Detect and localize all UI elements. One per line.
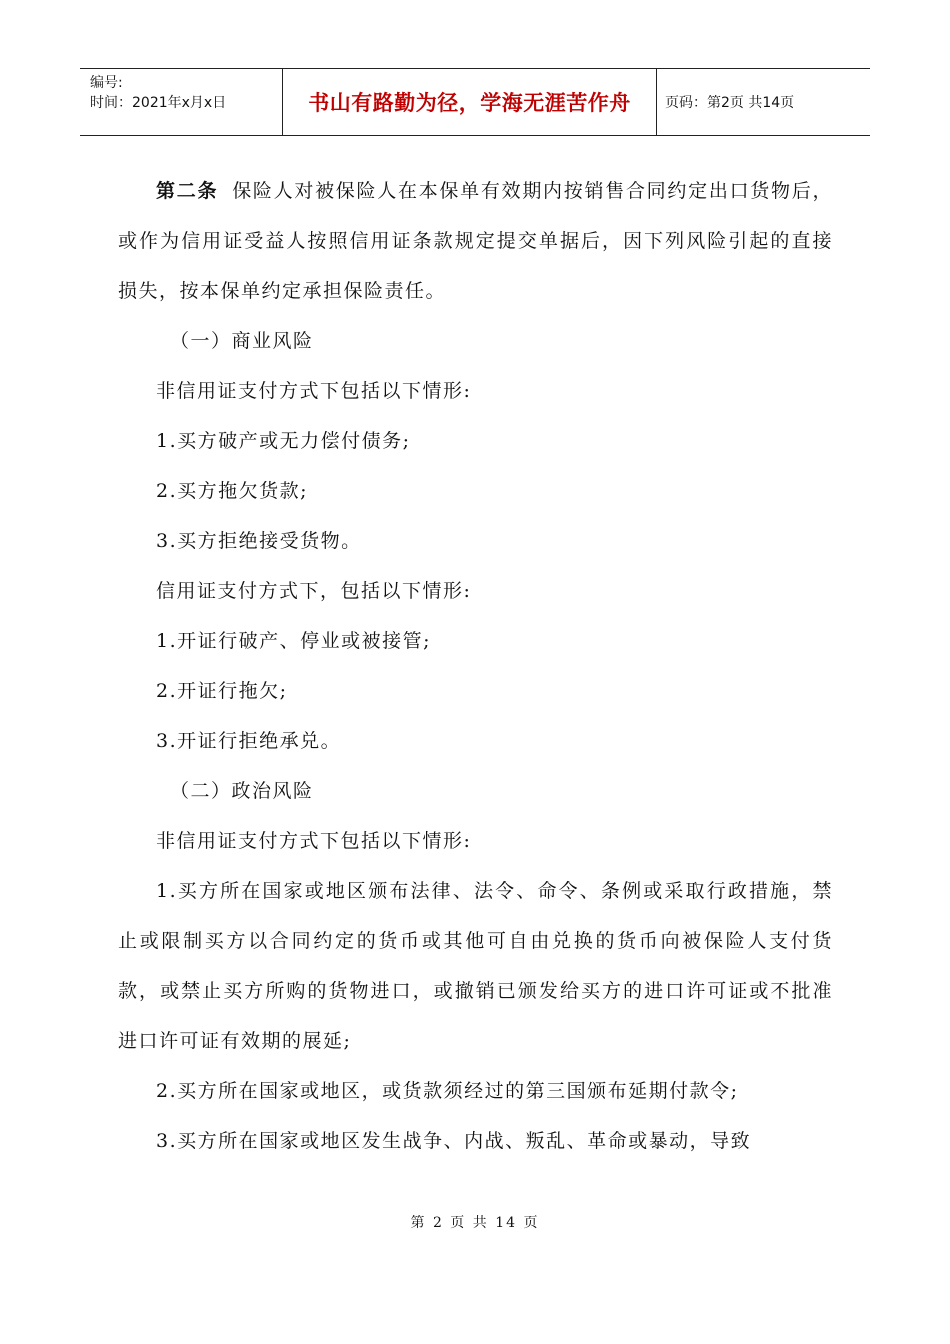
- article-text: 保险人对被保险人在本保单有效期内按销售合同约定出口货物后，或作为信用证受益人按照信用证条款规定提交单据后，因下列风险引起的直接损失，按本保单约定承担保险责任。: [118, 180, 833, 302]
- section-title-commercial: （一）商业风险: [170, 330, 314, 352]
- political-nonlc-item-3: 3.买方所在国家或地区发生战争、内战、叛乱、革命或暴动，导致: [156, 1130, 752, 1152]
- commercial-nonlc-item-1: 1.买方破产或无力偿付债务;: [156, 430, 411, 452]
- commercial-lc-item-1: 1.开证行破产、停业或被接管;: [156, 630, 432, 652]
- header-motto: 书山有路勤为径，学海无涯苦作舟: [283, 69, 657, 135]
- doc-time-label: 时间：2021年x月x日: [90, 95, 227, 111]
- political-nonlc-item-2: 2.买方所在国家或地区，或货款须经过的第三国颁布延期付款令;: [156, 1080, 739, 1102]
- commercial-nonlc-item-3: 3.买方拒绝接受货物。: [156, 530, 362, 552]
- commercial-lc-item-2: 2.开证行拖欠;: [156, 680, 288, 702]
- commercial-lc-intro: 信用证支付方式下，包括以下情形:: [156, 580, 472, 602]
- page-header: [80, 68, 870, 136]
- header-page-label: 页码：第2页 共14页: [665, 95, 795, 111]
- political-nonlc-intro: 非信用证支付方式下包括以下情形:: [156, 830, 472, 852]
- commercial-nonlc-item-2: 2.买方拖欠货款;: [156, 480, 309, 502]
- doc-number-label: 编号:: [90, 75, 123, 91]
- article-lead: 第二条: [156, 180, 219, 202]
- political-nonlc-item-1: 1.买方所在国家或地区颁布法律、法令、命令、条例或采取行政措施，禁止或限制买方以合同约定的货币或其他可自由兑换的货币向被保险人支付货款，或禁止买方所购的货物进口，或撤销已颁发给买方的进口许可证或不批准进口许可证有效期的展延;: [118, 880, 833, 1052]
- page-footer: 第 2 页 共 14 页: [410, 1215, 540, 1231]
- article-paragraph: [118, 166, 833, 316]
- section-title-political: （二）政治风险: [170, 780, 314, 802]
- commercial-lc-item-3: 3.开证行拒绝承兑。: [156, 730, 342, 752]
- commercial-nonlc-intro: 非信用证支付方式下包括以下情形:: [156, 380, 472, 402]
- document-body: [118, 166, 833, 1166]
- header-meta: [80, 69, 283, 135]
